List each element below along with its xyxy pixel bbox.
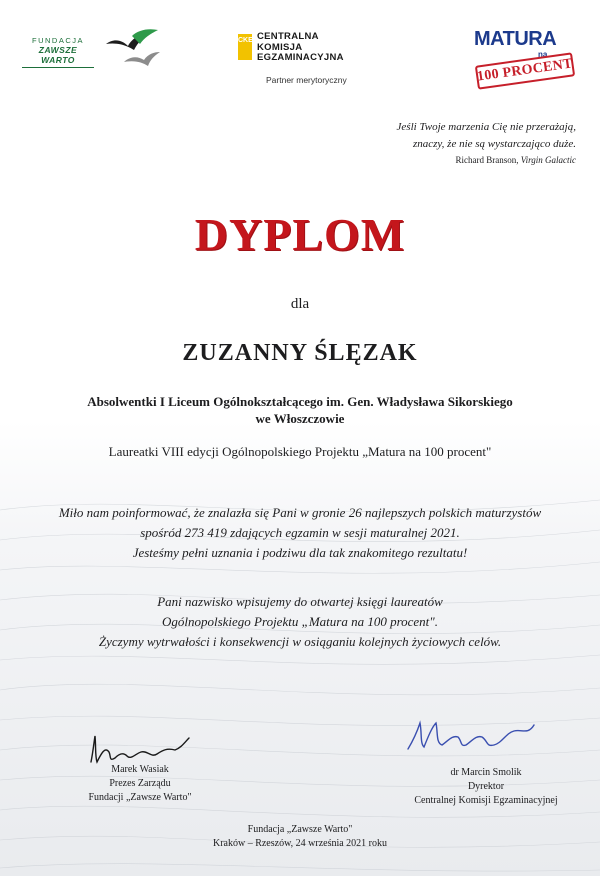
fundacja-wordmark: [22, 36, 94, 68]
quote-author: [397, 153, 576, 167]
fundacja-line2: ZAWSZE WARTO: [22, 45, 94, 68]
quote-line: Jeśli Twoje marzenia Cię nie przerażają,: [396, 121, 576, 133]
quote-author-name: Richard Branson,: [455, 155, 519, 165]
footer-line: Kraków – Rzeszów, 24 września 2021 roku: [212, 838, 388, 849]
quote-block: [397, 119, 576, 167]
signer-org: Fundacji „Zawsze Warto": [88, 792, 192, 803]
fundacja-line1: FUNDACJA: [31, 36, 84, 45]
paragraph-line: Jesteśmy pełni uznania i podziwu dla tak znakomitego rezultatu!: [132, 545, 468, 560]
signature-right: [386, 766, 586, 808]
signature-right-image: [402, 715, 542, 757]
laureate-line: Laureatki VIII edycji Ogólnopolskiego Projektu „Matura na 100 procent": [108, 444, 492, 459]
matura-100-procent-logo: [470, 28, 580, 90]
fundacja-zawsze-warto-logo: [22, 26, 162, 76]
recipient-name: ZUZANNY ŚLĘZAK: [182, 340, 418, 366]
signer-role: Dyrektor: [467, 781, 505, 792]
cke-letters: CKE: [238, 37, 253, 44]
paragraph-line: spośród 273 419 zdających egzamin w sesji maturalnej 2021.: [140, 525, 460, 540]
signer-name: dr Marcin Smolik: [450, 767, 522, 778]
footer-line: Fundacja „Zawsze Warto": [247, 824, 353, 835]
school-line: Absolwentki I Liceum Ogólnokształcącego im. Gen. Władysława Sikorskiego: [87, 394, 513, 409]
cke-name: [257, 32, 344, 64]
paragraph-line: Miło nam poinformować, że znalazła się Pani w gronie 26 najlepszych polskich maturzystów: [58, 505, 542, 520]
signer-name: Marek Wasiak: [111, 764, 169, 775]
quote-line: znaczy, że nie są wystarczająco duże.: [412, 138, 576, 150]
cke-name-line: EGZAMINACYJNA: [257, 52, 344, 63]
matura-stamp: [475, 52, 575, 89]
paragraph-line: Życzymy wytrwałości i konsekwencji w osiąganiu kolejnych życiowych celów.: [98, 634, 502, 649]
cke-name-line: CENTRALNA: [257, 31, 319, 42]
wishes-paragraph: [0, 592, 600, 652]
school-info: [0, 393, 600, 427]
school-line: we Włoszczowie: [255, 411, 345, 426]
diploma-title: DYPLOM: [194, 209, 406, 260]
matura-stamp-text: 100 PROCENT: [476, 56, 574, 85]
cke-name-line: KOMISJA: [257, 41, 303, 53]
signature-left: [40, 763, 240, 805]
signer-org: Centralnej Komisji Egzaminacyjnej: [414, 795, 558, 806]
cke-logo: [238, 31, 378, 90]
quote-author-company: Virgin Galactic: [520, 155, 576, 165]
swallows-icon: [102, 26, 164, 74]
matura-na: na: [538, 50, 548, 59]
matura-wordmark: MATURA: [474, 28, 557, 50]
signer-role: Prezes Zarządu: [109, 778, 171, 789]
partner-caption: Partner merytoryczny: [266, 75, 347, 85]
for-label: dla: [290, 296, 310, 312]
congratulation-paragraph: [0, 503, 600, 563]
footer: [0, 823, 600, 851]
paragraph-line: Ogólnopolskiego Projektu „Matura na 100 procent".: [161, 614, 439, 629]
paragraph-line: Pani nazwisko wpisujemy do otwartej księgi laureatów: [157, 594, 443, 609]
